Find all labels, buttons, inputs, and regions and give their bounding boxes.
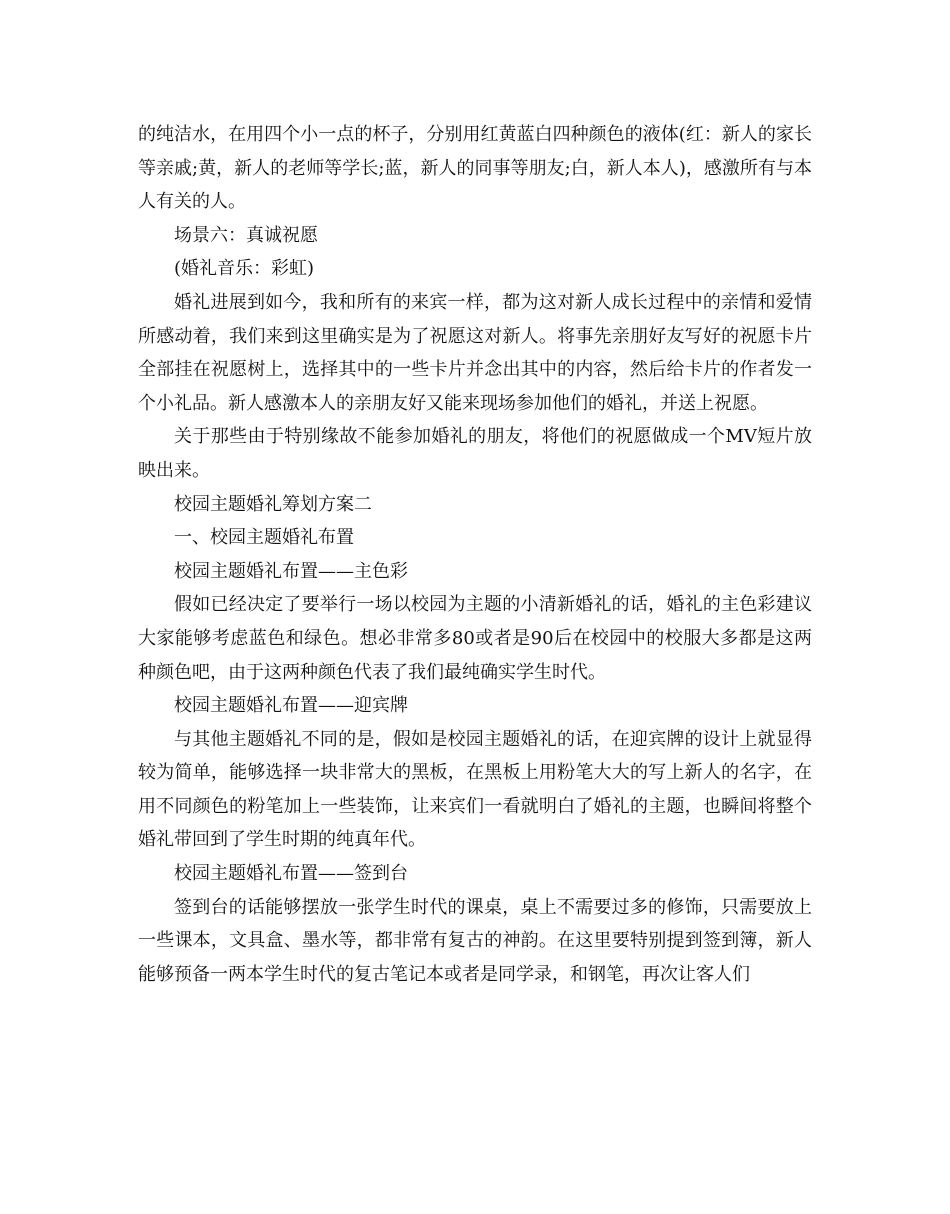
subsection-heading: 校园主题婚礼布置——签到台: [174, 863, 408, 885]
subsection-heading: 校园主题婚礼布置——主色彩: [174, 560, 408, 582]
scene-heading: 场景六：真诚祝愿: [174, 224, 318, 246]
subsection-heading: 校园主题婚礼布置——迎宾牌: [174, 695, 408, 717]
paragraph: 婚礼进展到如今，我和所有的来宾一样，都为这对新人成长过程中的亲情和爱情所感动着，我们来到这里确实是为了祝愿这对新人。将事先亲朋好友写好的祝愿卡片全部挂在祝愿树上，选择其中的一些卡片并念出其中的内容，然后给卡片的作者发一个小礼品。新人感激本人的亲朋友好又能来现场参加他们的婚礼，并送上祝愿。: [138, 291, 812, 414]
paragraph-continued: 的纯洁水，在用四个小一点的杯子，分别用红黄蓝白四种颜色的液体(红：新人的家长等亲戚;黄，新人的老师等学长;蓝，新人的同事等朋友;白，新人本人)，感激所有与本人有关的人。: [138, 124, 812, 213]
paragraph: 关于那些由于特别缘故不能参加婚礼的朋友，将他们的祝愿做成一个MV短片放映出来。: [138, 426, 812, 481]
document-body: [138, 118, 812, 991]
paragraph: 假如已经决定了要举行一场以校园为主题的小清新婚礼的话，婚礼的主色彩建议大家能够考虑蓝色和绿色。想必非常多80或者是90后在校园中的校服大多都是这两种颜色吧，由于这两种颜色代表了我们最纯确实学生时代。: [138, 594, 812, 683]
section-title: 校园主题婚礼筹划方案二: [174, 493, 372, 515]
paragraph: 签到台的话能够摆放一张学生时代的课桌，桌上不需要过多的修饰，只需要放上一些课本，文具盒、墨水等，都非常有复古的神韵。在这里要特别提到签到簿，新人能够预备一两本学生时代的复古笔记本或者是同学录，和钢笔，再次让客人们: [138, 896, 812, 985]
music-note: (婚礼音乐：彩虹): [174, 258, 315, 280]
section-heading: 一、校园主题婚礼布置: [174, 527, 354, 549]
paragraph: 与其他主题婚礼不同的是，假如是校园主题婚礼的话，在迎宾牌的设计上就显得较为简单，能够选择一块非常大的黑板，在黑板上用粉笔大大的写上新人的名字，在用不同颜色的粉笔加上一些装饰，让来宾们一看就明白了婚礼的主题，也瞬间将整个婚礼带回到了学生时期的纯真年代。: [138, 728, 812, 851]
